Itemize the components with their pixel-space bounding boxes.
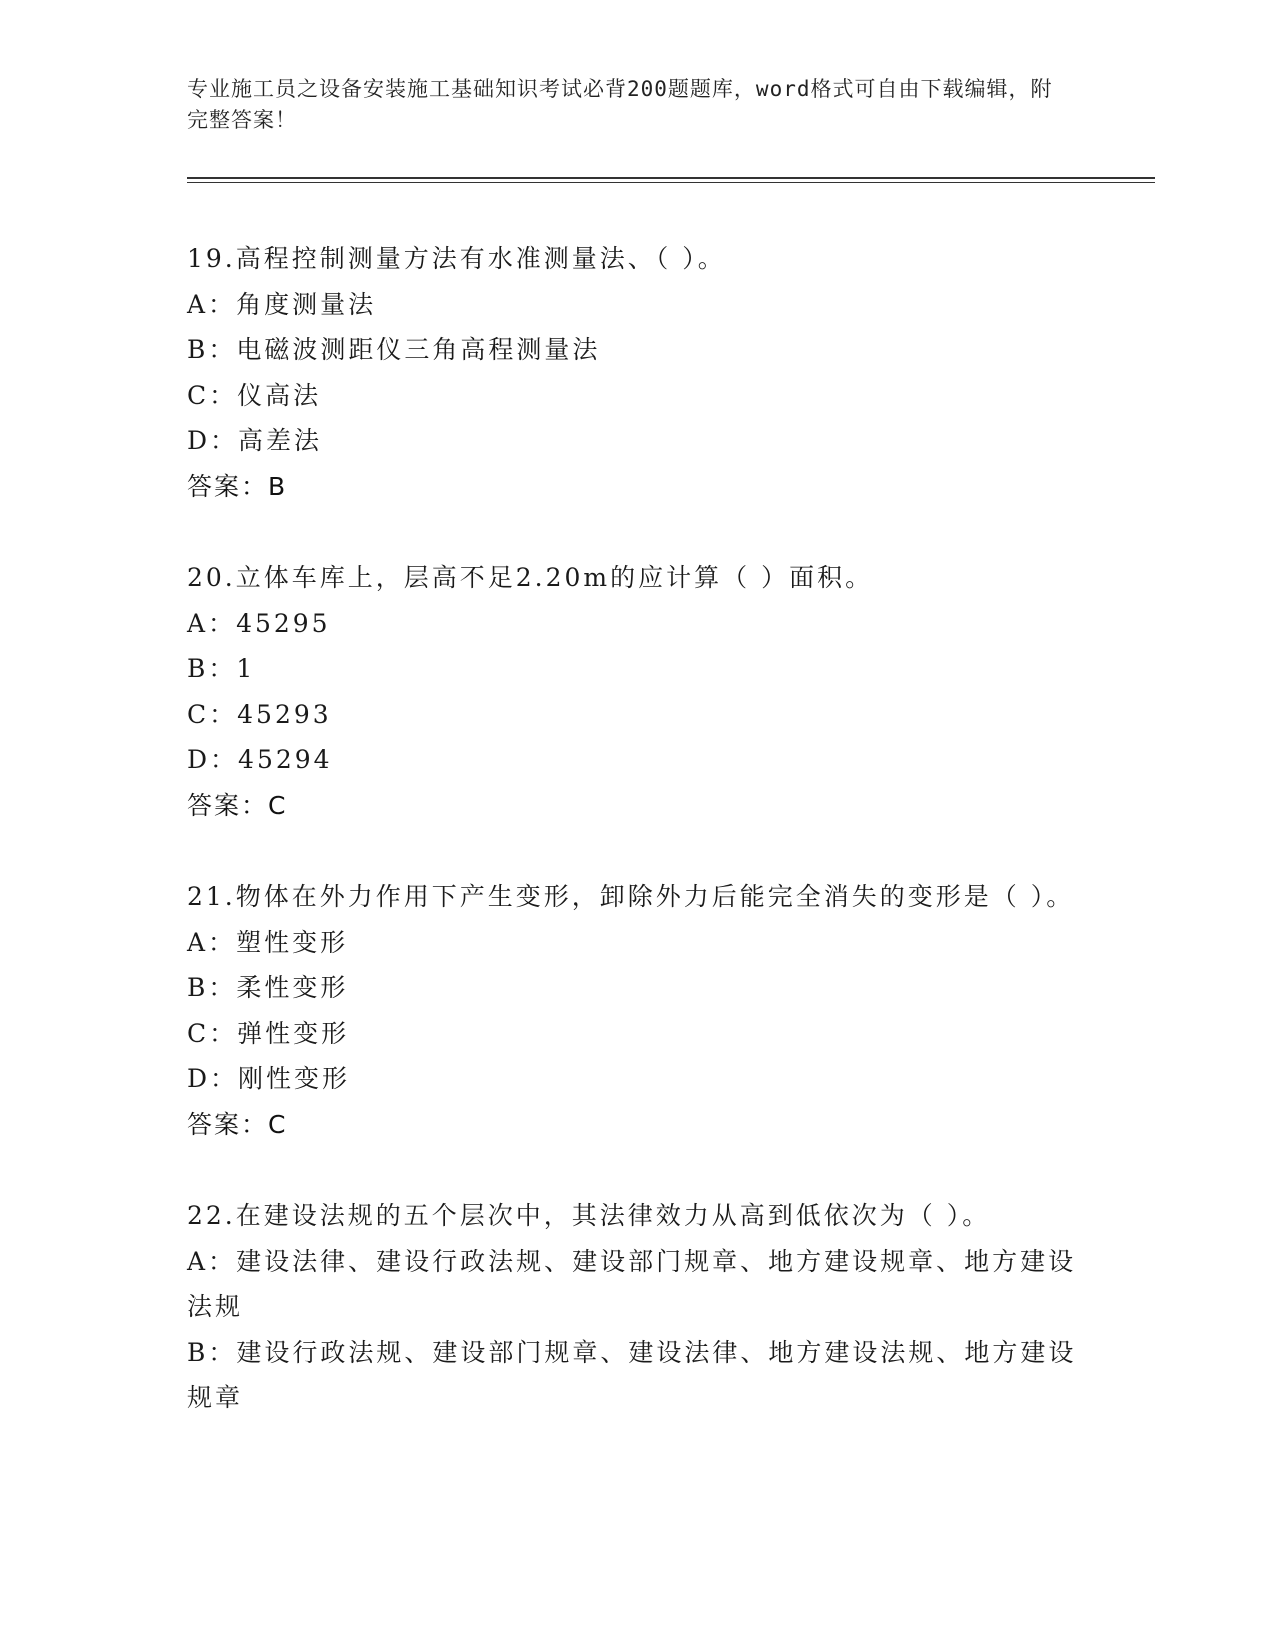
question-list — [187, 236, 1077, 1467]
option-letter: A： — [187, 1246, 237, 1276]
question-stem: 22.在建设法规的五个层次中，其法律效力从高到低依次为（ ）。 — [187, 1201, 991, 1230]
option-letter: A： — [187, 927, 237, 957]
option-letter: D： — [187, 1064, 239, 1093]
option-letter: B： — [187, 654, 237, 683]
option-text: 弹性变形 — [237, 1018, 350, 1048]
option-text: 高差法 — [238, 426, 323, 455]
option-letter: B： — [187, 973, 237, 1002]
option-text: 仪高法 — [237, 380, 322, 410]
option-letter: D： — [187, 745, 239, 774]
question-20 — [187, 555, 1077, 828]
option-c — [187, 373, 1077, 419]
question-stem: 21.物体在外力作用下产生变形，卸除外力后能完全消失的变形是（ ）。 — [187, 882, 1075, 911]
option-letter: C： — [187, 1018, 238, 1048]
question-stem: 20.立体车库上，层高不足2.20m的应计算（ ）面积。 — [187, 563, 874, 592]
option-text: 建设法律、建设行政法规、建设部门规章、地方建设规章、地方建设法规 — [187, 1246, 1077, 1321]
option-b — [187, 965, 1077, 1011]
option-text: 电磁波测距仪三角高程测量法 — [236, 335, 601, 364]
option-text: 45294 — [238, 745, 333, 774]
option-text: 45293 — [237, 699, 332, 729]
question-21 — [187, 874, 1077, 1147]
option-text: 1 — [236, 654, 256, 683]
option-text: 45295 — [236, 608, 331, 638]
page-header — [187, 74, 1067, 136]
option-b — [187, 646, 1077, 692]
option-letter: C： — [187, 699, 238, 729]
option-b — [187, 327, 1077, 373]
option-letter: B： — [187, 1337, 237, 1367]
option-letter: A： — [187, 289, 237, 319]
option-text: 建设行政法规、建设部门规章、建设法律、地方建设法规、地方建设规章 — [187, 1337, 1077, 1412]
option-text: 塑性变形 — [236, 927, 349, 957]
question-stem: 19.高程控制测量方法有水准测量法、（ ）。 — [187, 244, 726, 273]
question-19 — [187, 236, 1077, 509]
option-letter: C： — [187, 380, 238, 410]
option-b — [187, 1330, 1077, 1421]
answer-line: 答案：C — [187, 790, 288, 820]
option-a — [187, 282, 1077, 328]
option-d — [187, 1056, 1077, 1102]
option-a — [187, 601, 1077, 647]
option-letter: B： — [187, 335, 237, 364]
option-d — [187, 418, 1077, 464]
question-22 — [187, 1193, 1077, 1421]
option-d — [187, 737, 1077, 783]
header-divider — [187, 177, 1155, 183]
option-a — [187, 920, 1077, 966]
document-title: 专业施工员之设备安装施工基础知识考试必背200题题库，word格式可自由下载编辑，附完整答案！ — [187, 77, 1053, 132]
option-text: 角度测量法 — [236, 289, 377, 319]
option-letter: A： — [187, 608, 237, 638]
option-c — [187, 1011, 1077, 1057]
option-a — [187, 1239, 1077, 1330]
option-letter: D： — [187, 426, 239, 455]
answer-line: 答案：B — [187, 471, 288, 501]
option-text: 柔性变形 — [236, 973, 349, 1002]
option-c — [187, 692, 1077, 738]
option-text: 刚性变形 — [238, 1064, 351, 1093]
answer-line: 答案：C — [187, 1109, 288, 1139]
